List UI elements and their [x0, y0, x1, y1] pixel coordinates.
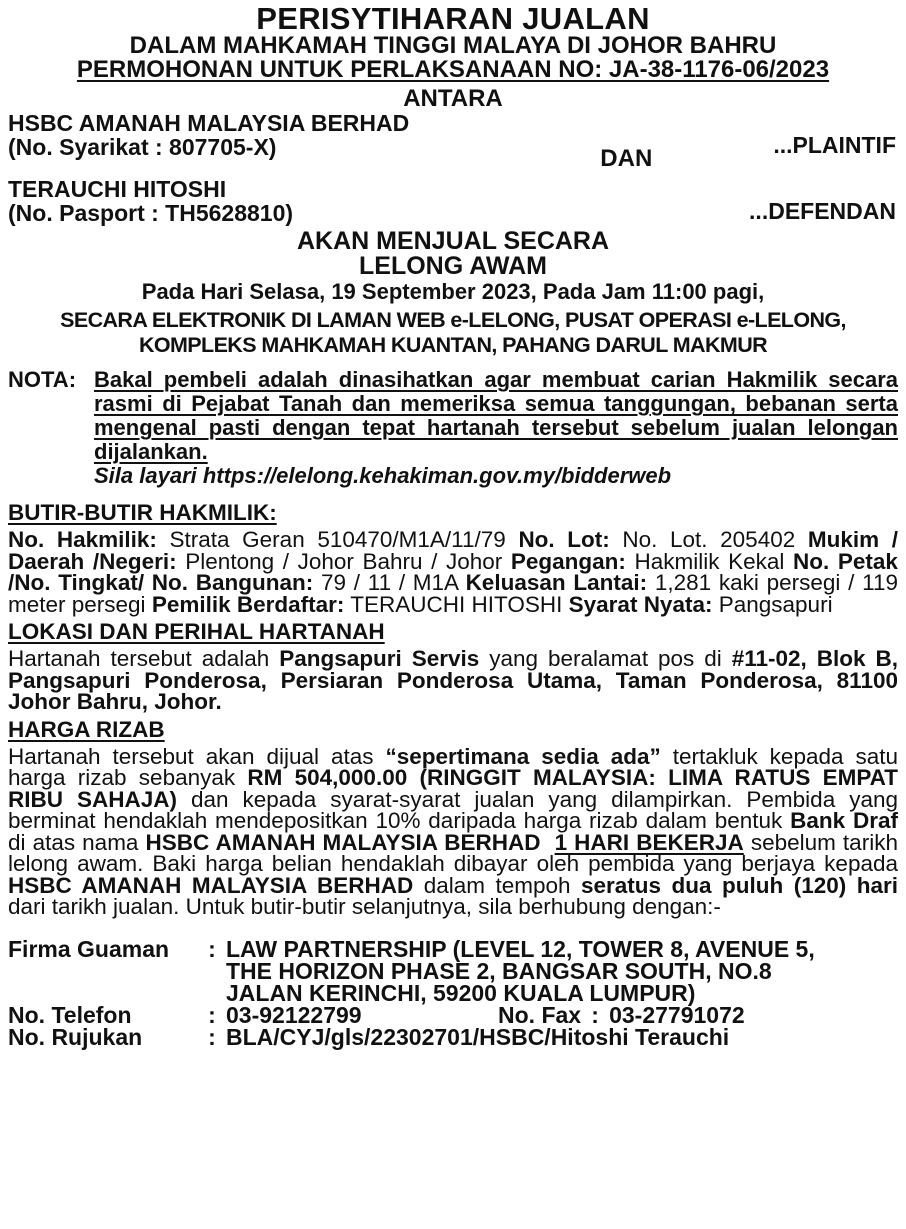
- firm-line-1: LAW PARTNERSHIP (LEVEL 12, TOWER 8, AVENUE 5,: [226, 935, 815, 962]
- harga-heading: HARGA RIZAB: [8, 716, 165, 742]
- contact-block: [8, 935, 898, 1050]
- court-name: DALAM MAHKAMAH TINGGI MALAYA DI JOHOR BAHRU: [129, 32, 777, 59]
- application-number: PERMOHONAN UNTUK PERLAKSANAAN NO: JA-38-1176-06/2023: [76, 56, 830, 83]
- deposit-deadline: 1 HARI BEKERJA: [554, 829, 744, 855]
- antara-label: ANTARA: [403, 85, 503, 112]
- firm-label: Firma Guaman: [8, 935, 170, 962]
- firm-line-2: THE HORIZON PHASE 2, BANGSAR SOUTH, NO.8: [226, 957, 772, 984]
- lokasi-heading: LOKASI DAN PERIHAL HARTANAH: [8, 619, 385, 644]
- hakmilik-details: No. Hakmilik: Strata Geran 510470/M1A/11/79 No. Lot: No. Lot. 205402 Mukim / Daerah /Negeri: Plentong / Johor Bahru / Johor Pegangan: Hakmilik Kekal No. Petak /No. Tingkat/ No. Bangunan: 79 / 11 / M1A Keluasan Lantai: 1,281 kaki persegi / 119 meter persegi Pemilik Berdaftar: TERAUCHI HITOSHI Syarat Nyata: Pangsapuri: [8, 527, 898, 617]
- nota-link: Sila layari https://elelong.kehakiman.gov.my/bidderweb: [94, 463, 672, 488]
- sale-venue-2: KOMPLEKS MAHKAMAH KUANTAN, PAHANG DARUL MAKMUR: [138, 333, 768, 357]
- defendant-block: [8, 177, 898, 225]
- defendant-name: TERAUCHI HITOSHI: [8, 176, 227, 202]
- nota-block: [8, 368, 898, 488]
- lokasi-details: Hartanah tersebut adalah Pangsapuri Servis yang beralamat pos di #11-02, Blok B, Pangsapuri Ponderosa, Persiaran Ponderosa Utama, Taman Ponderosa, 81100 Johor Bahru, Johor.: [8, 646, 898, 714]
- harga-details: Hartanah tersebut akan dijual atas “sepertimana sedia ada” tertakluk kepada satu harga rizab sebanyak RM 504,000.00 (RINGGIT MALAYSIA: LIMA RATUS EMPAT RIBU SAHAJA) dan kepada syarat-syarat jualan yang dilampirkan. Pembida yang berminat hendaklah mendepositkan 10% daripada harga rizab dalam bentuk Bank Draf di atas nama HSBC AMANAH MALAYSIA BERHAD 1 HARI BEKERJA sebelum tarikh lelong awam. Baki harga belian hendaklah dibayar oleh pembida yang berjaya kepada HSBC AMANAH MALAYSIA BERHAD dalam tempoh seratus dua puluh (120) hari dari tarikh jualan. Untuk butir-butir selanjutnya, sila berhubung dengan:-: [8, 743, 898, 919]
- document-title: PERISYTIHARAN JUALAN: [256, 1, 650, 36]
- fax-label: No. Fax: [498, 1001, 582, 1028]
- plaintiff-block: [8, 111, 898, 171]
- tel-label: No. Telefon: [8, 1001, 132, 1028]
- fax-value: 03-27791072: [609, 1001, 745, 1028]
- defendant-id: (No. Pasport : TH5628810): [8, 200, 294, 226]
- defendant-role: ...DEFENDAN: [749, 198, 896, 224]
- firm-line-3: JALAN KERINCHI, 59200 KUALA LUMPUR): [226, 979, 696, 1006]
- tel-row: No. Telefon : 03-92122799 No. Fax : 03-27791072: [8, 1001, 745, 1028]
- sale-venue-1: SECARA ELEKTRONIK DI LAMAN WEB e-LELONG, PUSAT OPERASI e-LELONG,: [60, 308, 846, 332]
- ref-label: No. Rujukan: [8, 1023, 143, 1050]
- dan-label: DAN: [600, 145, 653, 172]
- ref-value: BLA/CYJ/gls/22302701/HSBC/Hitoshi Terauchi: [226, 1023, 730, 1050]
- sale-date: Pada Hari Selasa, 19 September 2023, Pada Jam 11:00 pagi,: [141, 279, 765, 304]
- ref-row: No. Rujukan : BLA/CYJ/gls/22302701/HSBC/Hitoshi Terauchi: [8, 1026, 898, 1048]
- plaintiff-name: HSBC AMANAH MALAYSIA BERHAD: [8, 110, 410, 136]
- sale-line-2: LELONG AWAM: [359, 252, 547, 280]
- nota-text: Bakal pembeli adalah dinasihatkan agar membuat carian Hakmilik secara rasmi di Pejabat Tanah dan memeriksa semua tanggungan, bebanan serta mengenal pasti dengan tepat hartanah tersebut sebelum jualan lelongan dijalankan.: [94, 367, 898, 464]
- plaintiff-id: (No. Syarikat : 807705-X): [8, 134, 277, 160]
- plaintiff-role: ...PLAINTIF: [773, 132, 896, 158]
- tel-value: 03-92122799: [226, 1001, 362, 1028]
- firm-row: Firma Guaman : LAW PARTNERSHIP (LEVEL 12, TOWER 8, AVENUE 5, THE HORIZON PHASE 2, BANGSAR SOUTH, NO.8 JALAN KERINCHI, 59200 KUALA LUMPUR): [8, 938, 898, 1004]
- sale-line-1: AKAN MENJUAL SECARA: [296, 227, 610, 255]
- nota-label: NOTA:: [8, 367, 77, 392]
- hakmilik-heading: BUTIR-BUTIR HAKMILIK:: [8, 500, 277, 525]
